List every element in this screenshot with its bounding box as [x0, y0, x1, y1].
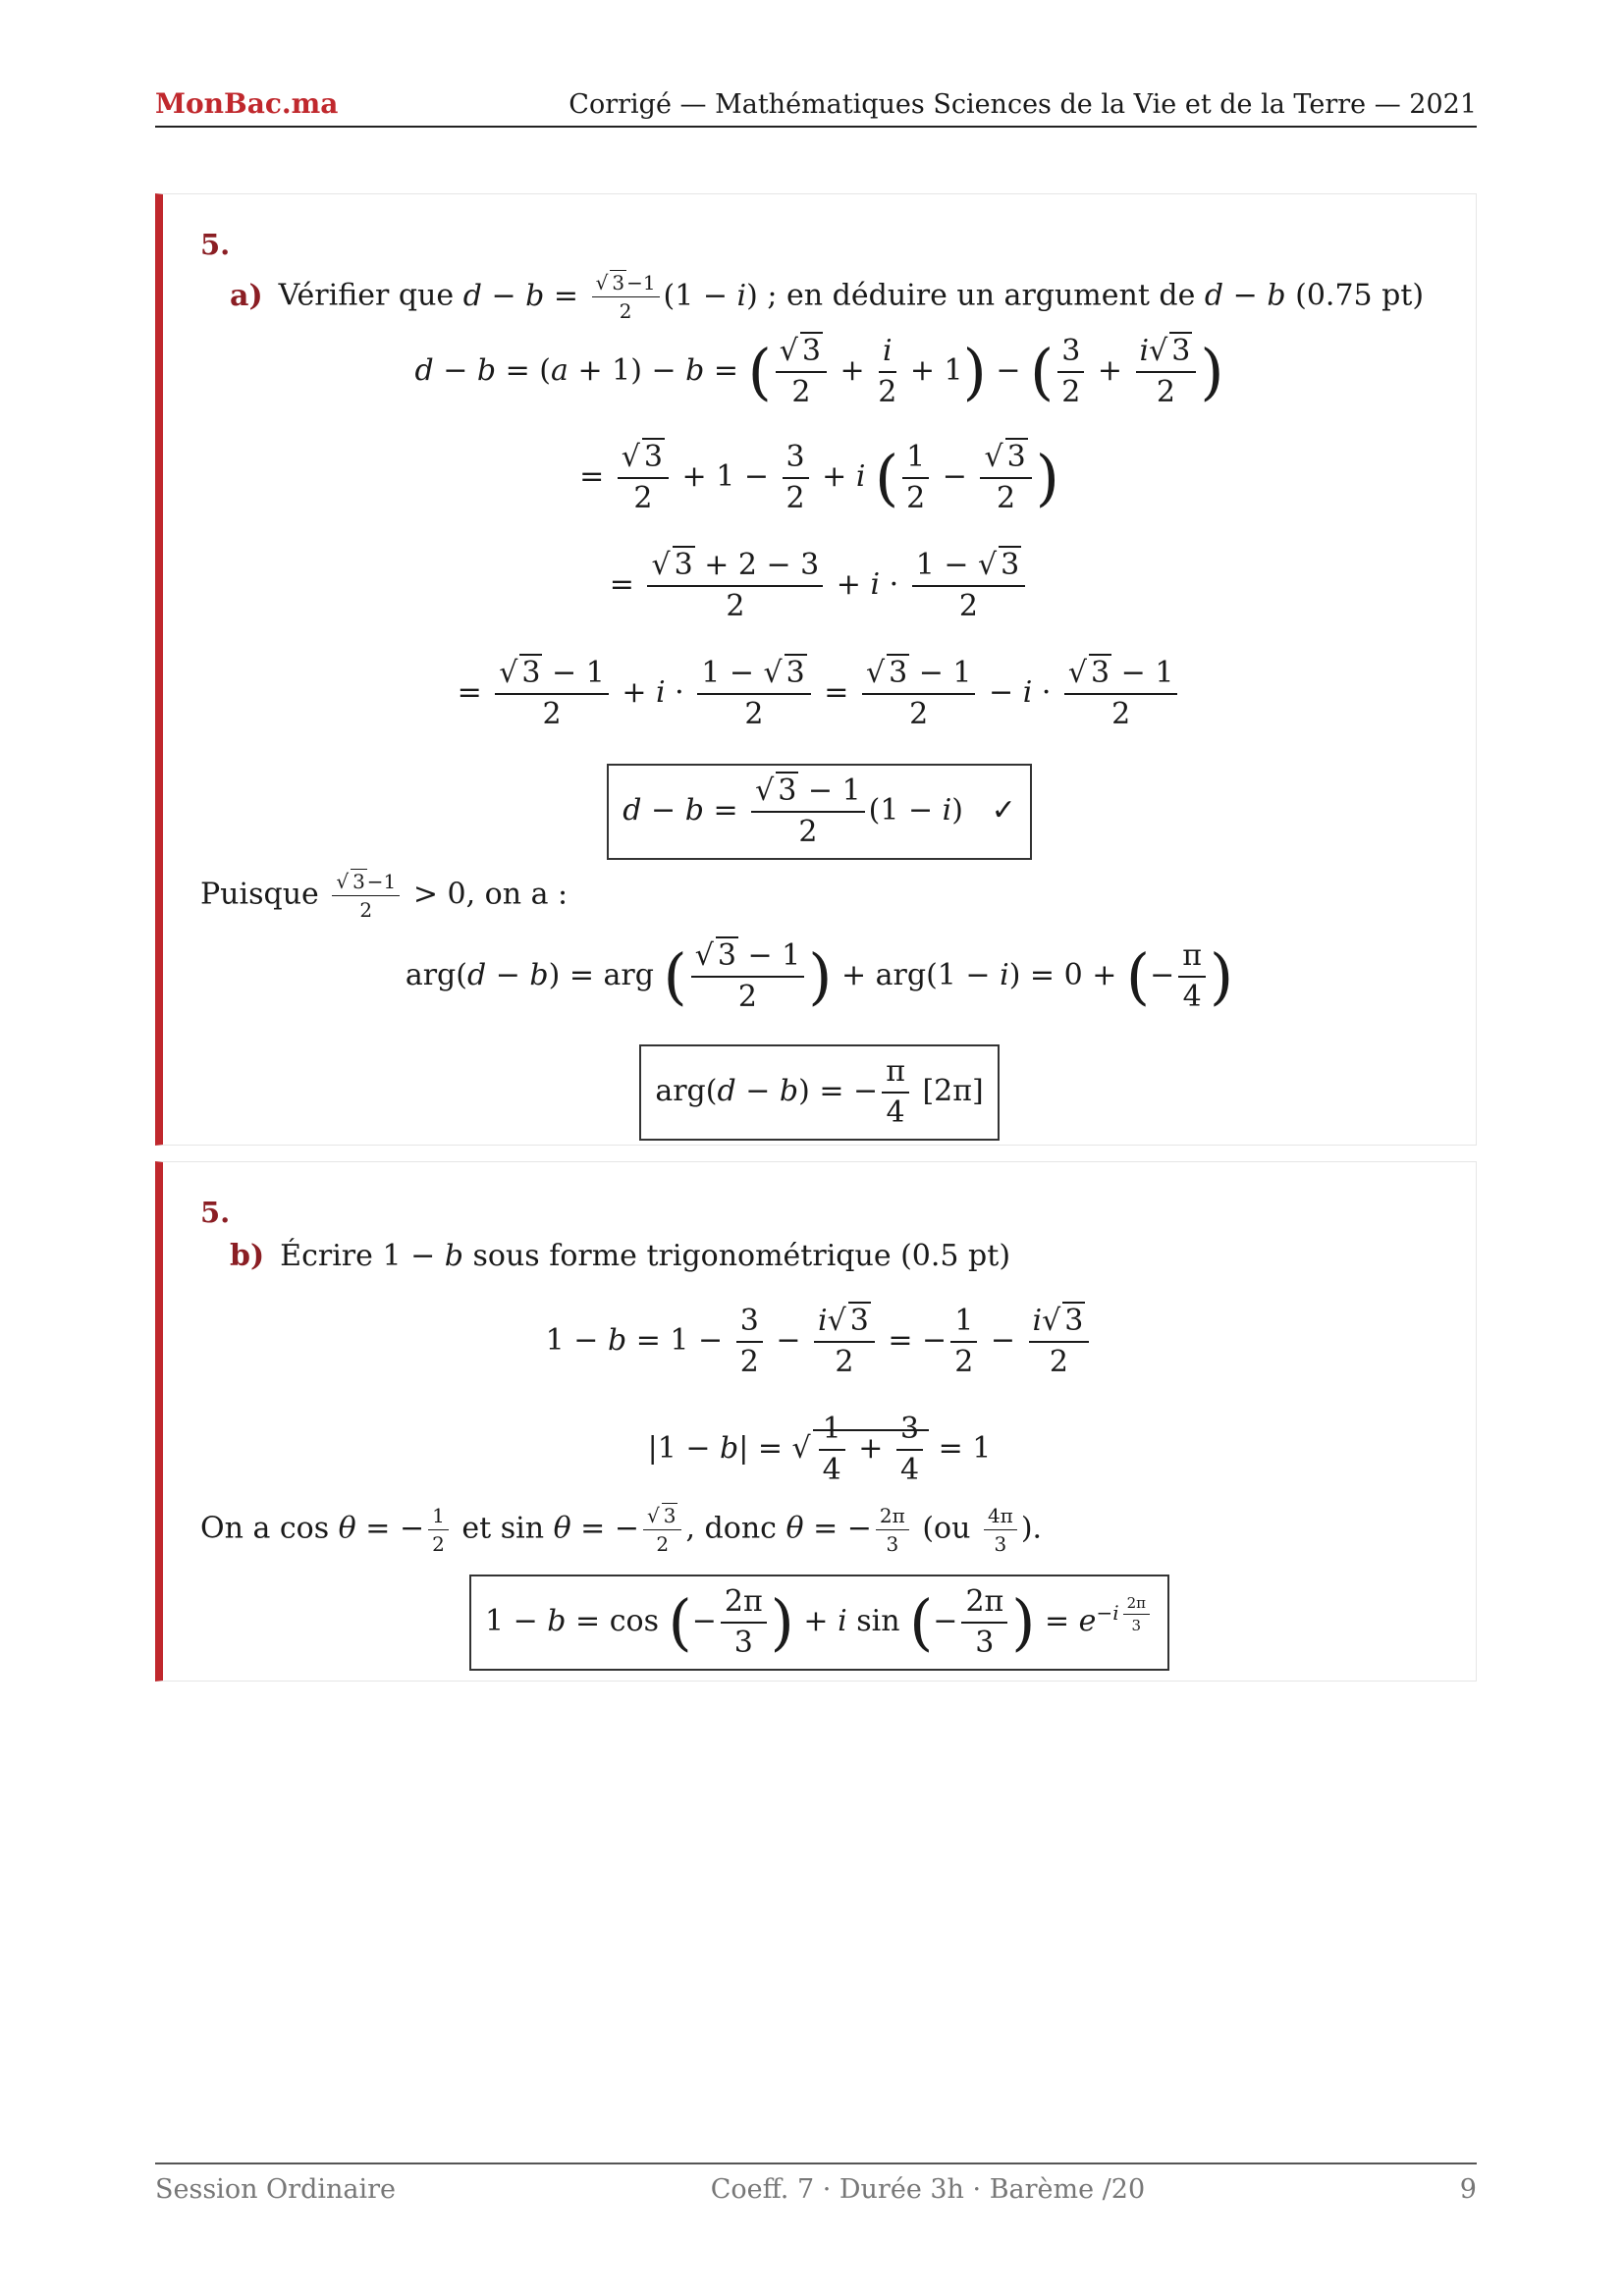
footer-session: Session Ordinaire	[155, 2174, 397, 2205]
on-a-text: On a	[200, 1511, 280, 1546]
equation-line-2: = $\frac{√ 3}{2}$ + 1 − $\frac{3}{2}$ + i ( $\frac{1}{2}$ − $\frac{√ 3}{2}$ )	[579, 440, 1059, 515]
equation-line-1: 1 − b = 1 − $\frac{3}{2}$ − $\frac{i√ 3}{2}$ = − $\frac{1}{2}$ − $\frac{i√ 3}{2}$	[163, 1304, 1476, 1380]
subquestion-a	[230, 271, 1424, 323]
task-text-2: ; en déduire un argument de	[757, 278, 1205, 313]
equation-arg: arg(d − b) = arg ( $\frac{√ 3 - 1}{2}$ ) + arg(1 − i) = 0 + (− $\frac{\pi}{4}$ )	[405, 938, 1234, 1014]
task-text-1: Écrire	[280, 1239, 383, 1273]
task-text-1: Vérifier que	[278, 278, 463, 313]
boxed-result-3: 1 − b = cos (− $\frac{2\pi}{3}$ ) + i sin (− $\frac{2\pi}{3}$ ) = $e^{-i \frac{2\pi}{3}}$	[163, 1575, 1476, 1671]
equation-modulus: |1 − b| = √ $\frac{1}{4}$ + $\frac{3}{4}$ = 1	[647, 1412, 992, 1487]
question-number: 5.	[200, 1196, 231, 1229]
page-header	[155, 86, 1477, 128]
boxed-result-2: arg(d − b) = − $\frac{\pi}{4}$ [2π]	[163, 1044, 1476, 1141]
page-footer	[155, 2163, 1477, 2205]
header-title: Corrigé — Mathématiques Sciences de la Vie et de la Terre — 2021	[568, 89, 1477, 120]
equation-line-1: d − b = (a + 1) − b = ( $\frac{√ 3}{2}$ + $\frac{i}{2}$ + 1) − ( $\frac{3}{2}$ + $\frac{i√ 3}{2}$ )	[414, 334, 1224, 409]
puisque-text: Puisque	[200, 877, 329, 912]
page-number: 9	[1459, 2174, 1477, 2205]
footer-info: Coeff. 7 · Durée 3h · Barème /20	[710, 2174, 1146, 2205]
part-label: a)	[230, 278, 263, 313]
task-text-2: sous forme trigonométrique (0.5 pt)	[462, 1239, 1011, 1273]
question-number: 5.	[200, 228, 231, 261]
exercise-card-5b	[155, 1161, 1477, 1682]
ou-text: (ou	[912, 1511, 980, 1546]
brand-logo: MonBac.ma	[155, 87, 339, 120]
math-inline: d − b	[1204, 278, 1286, 313]
math-inline: 1 − b	[382, 1239, 463, 1273]
puisque-text-end: > 0, on a :	[404, 877, 568, 912]
task-points: (0.75 pt)	[1285, 278, 1425, 313]
exercise-card-5a	[155, 193, 1477, 1146]
boxed-result-1: d − b = $\frac{√ 3 - 1}{2}$ (1 − i) ✓	[163, 764, 1476, 860]
check-icon: ✓	[991, 793, 1016, 828]
math-inline: d − b = $\frac{√ 3 -1}{2}$ (1 − i)	[462, 271, 758, 323]
donc-text: , donc	[685, 1511, 786, 1546]
on-a-line: On a cos θ = − $\frac{1}{2}$ et sin θ = − $\frac{√ 3}{2}$ , donc θ = − $\frac{2\pi}{3}$ (ou $\frac{4\pi}{3}$ ).	[200, 1504, 1043, 1556]
equation-line-4: = $\frac{√ 3 - 1}{2}$ + i · $\frac{1 - √ 3}{2}$ = $\frac{√ 3 - 1}{2}$ − i · $\frac{√ 3 - 1}{2}$	[163, 656, 1476, 732]
et-text: et	[452, 1511, 501, 1546]
subquestion-b	[230, 1239, 1010, 1273]
puisque-line: Puisque $\frac{√ 3 -1}{2}$ > 0, on a :	[200, 870, 568, 922]
equation-line-3: = $\frac{√ 3 + 2 - 3}{2}$ + i · $\frac{1 - √ 3}{2}$	[163, 548, 1476, 624]
part-label: b)	[230, 1239, 265, 1273]
